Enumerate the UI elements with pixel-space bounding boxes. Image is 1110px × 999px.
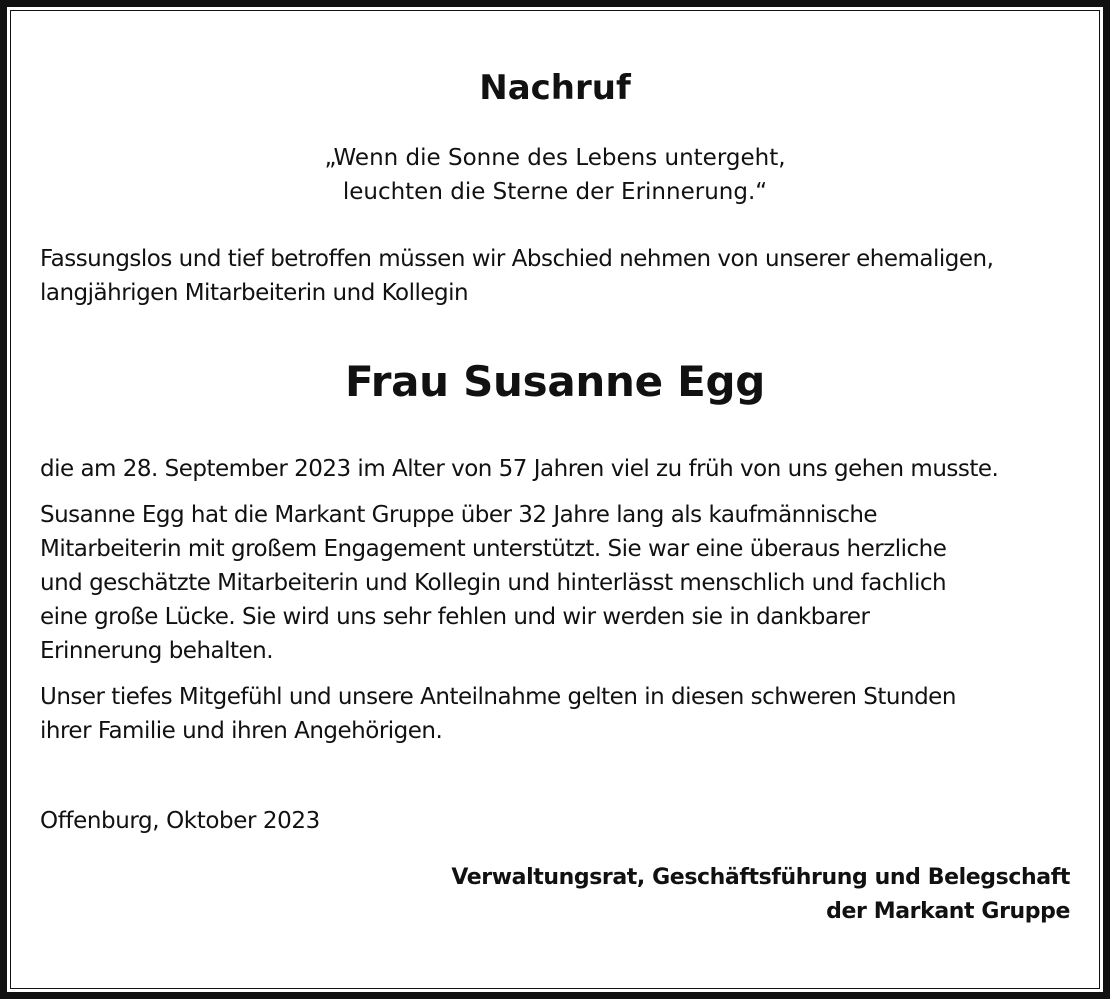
quote-line: leuchten die Sterne der Erinnerung.“ xyxy=(342,179,768,205)
condolence-paragraph xyxy=(40,680,1070,748)
tribute-paragraph xyxy=(40,498,1070,668)
tribute-line: eine große Lücke. Sie wird uns sehr fehlen und wir werden sie in dankbarer xyxy=(40,604,870,630)
intro-line: langjährigen Mitarbeiterin und Kollegin xyxy=(40,280,469,306)
deceased-name: Frau Susanne Egg xyxy=(345,357,765,406)
notice-title: Nachruf xyxy=(479,68,631,108)
obituary-notice xyxy=(40,60,1070,929)
condolence-line: Unser tiefes Mitgefühl und unsere Anteilnahme gelten in diesen schweren Stunden xyxy=(40,684,956,710)
place-date: Offenburg, Oktober 2023 xyxy=(40,808,320,834)
death-details: die am 28. September 2023 im Alter von 57 Jahren viel zu früh von uns gehen musste. xyxy=(40,456,999,482)
tribute-line: und geschätzte Mitarbeiterin und Kollegin und hinterlässt menschlich und fachlich xyxy=(40,570,947,596)
memorial-quote xyxy=(40,141,1070,209)
signature-line: Verwaltungsrat, Geschäftsführung und Belegschaft xyxy=(451,865,1070,890)
condolence-line: ihrer Familie und ihren Angehörigen. xyxy=(40,718,443,744)
tribute-line: Erinnerung behalten. xyxy=(40,638,274,664)
signature-line: der Markant Gruppe xyxy=(826,899,1070,924)
signature-block xyxy=(40,861,1070,929)
intro-line: Fassungslos und tief betroffen müssen wir Abschied nehmen von unserer ehemaligen, xyxy=(40,246,994,272)
quote-line: „Wenn die Sonne des Lebens untergeht, xyxy=(324,145,786,171)
tribute-line: Mitarbeiterin mit großem Engagement unterstützt. Sie war eine überaus herzliche xyxy=(40,536,947,562)
tribute-line: Susanne Egg hat die Markant Gruppe über 32 Jahre lang als kaufmännische xyxy=(40,502,878,528)
intro-text xyxy=(40,242,1070,310)
